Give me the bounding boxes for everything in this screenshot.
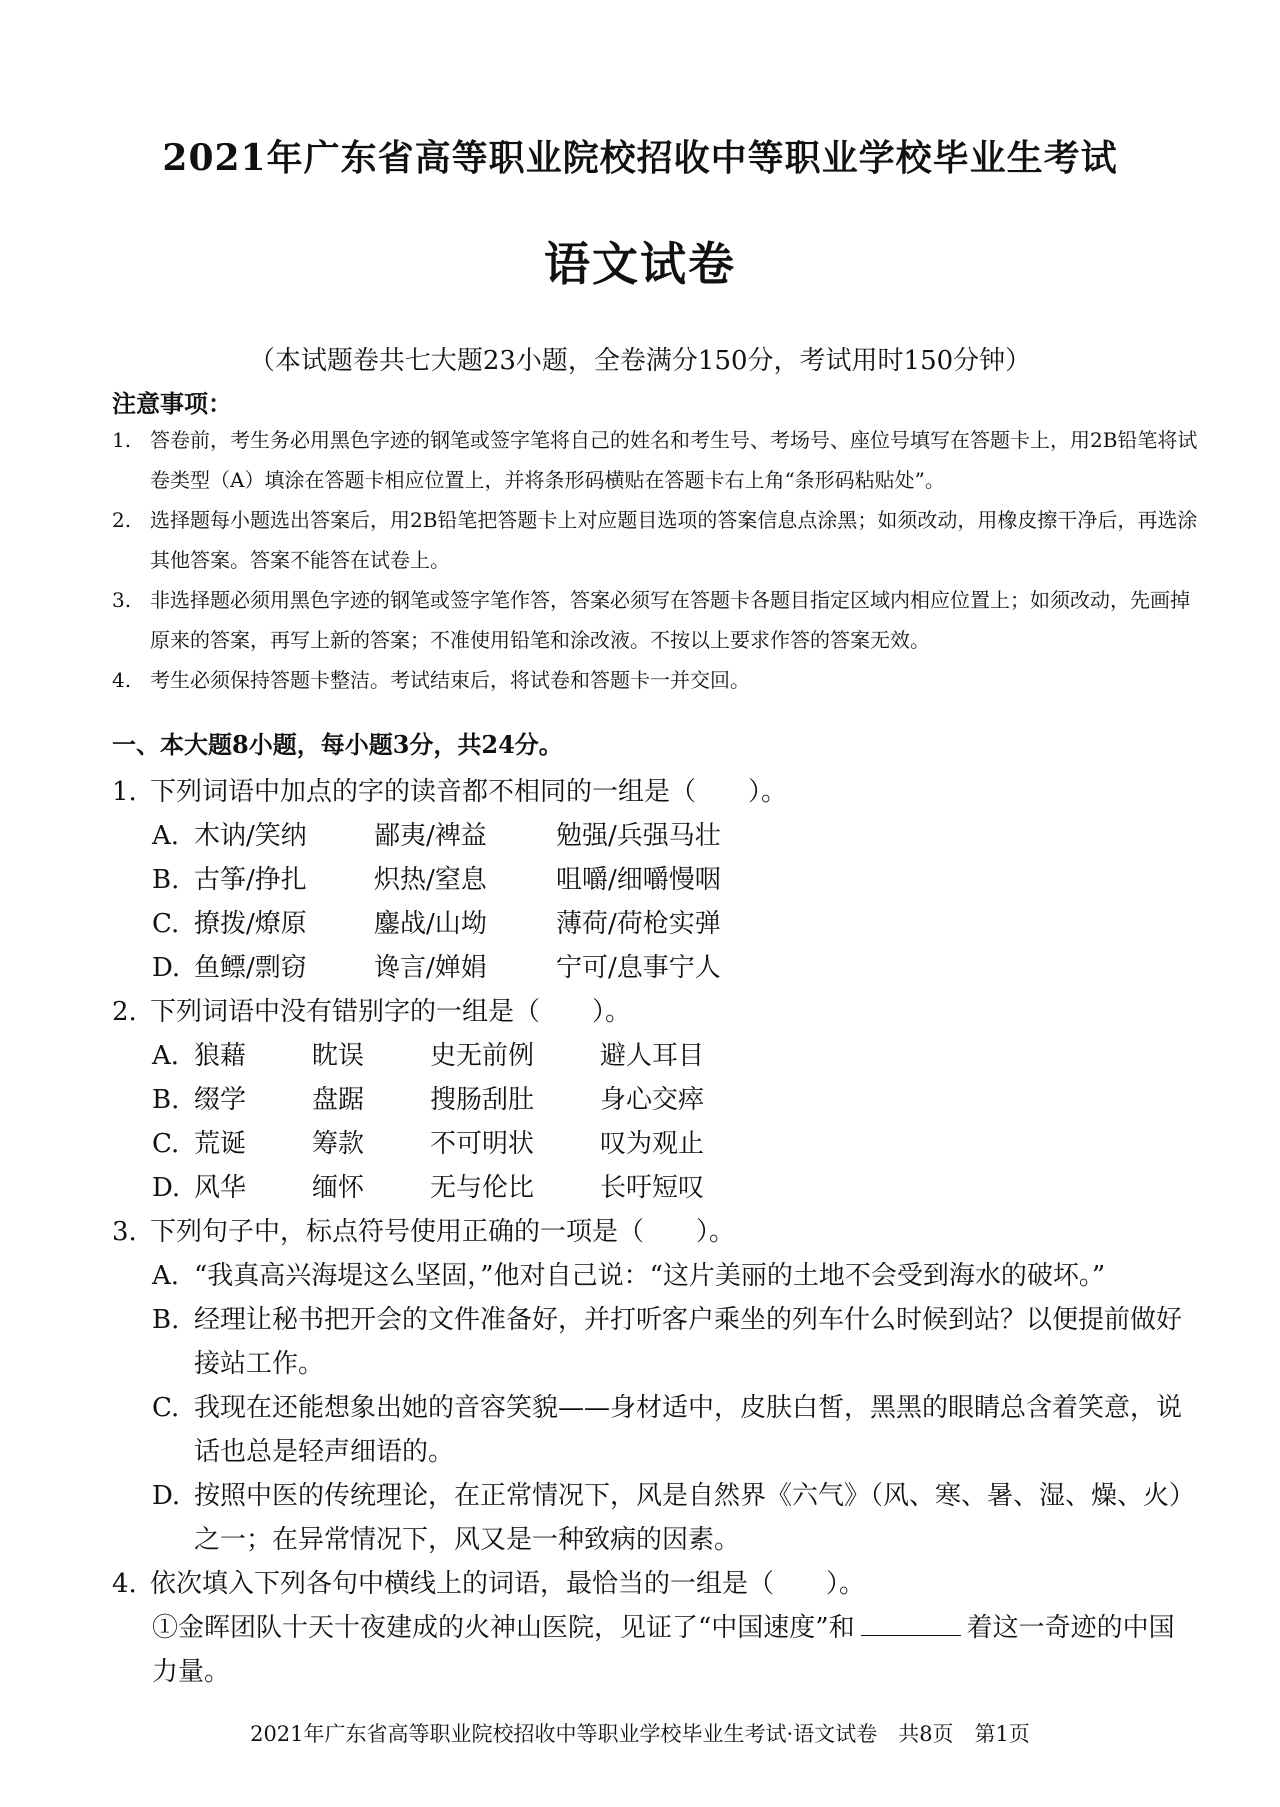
option-word: 炽热/窒息 <box>374 865 487 895</box>
option-row <box>112 1122 1202 1166</box>
notice-heading: 注意事项： <box>112 389 232 418</box>
option-word: 古筝/挣扎 <box>194 865 307 895</box>
option-label: A. <box>152 1041 180 1071</box>
question-4 <box>112 1562 1202 1606</box>
option-word: 盘踞 <box>312 1085 365 1115</box>
option-row <box>112 814 1202 858</box>
notice-item <box>112 500 1202 580</box>
option-row <box>112 946 1202 990</box>
option-row <box>112 1078 1202 1122</box>
option-item <box>112 1298 1202 1386</box>
option-label: D. <box>152 953 181 983</box>
option-row <box>112 858 1202 902</box>
option-word: 木讷/笑纳 <box>194 821 307 851</box>
notice-number: 3. <box>112 588 132 612</box>
option-row <box>112 902 1202 946</box>
page-footer: 2021年广东省高等职业院校招收中等职业学校毕业生考试·语文试卷 共8页 第1页 <box>250 1722 1030 1746</box>
sub-sentence-text: 着这一奇迹的中国力量。 <box>152 1613 1175 1687</box>
option-text: 我现在还能想象出她的音容笑貌——身材适中，皮肤白皙，黑黑的眼睛总含着笑意，说话也总是轻声细语的。 <box>194 1393 1183 1467</box>
option-row <box>112 1034 1202 1078</box>
option-word: 咀嚼/细嚼慢咽 <box>556 865 721 895</box>
question-stem: 下列词语中没有错别字的一组是（ ）。 <box>150 997 632 1027</box>
option-word: 身心交瘁 <box>600 1085 705 1115</box>
option-label: B. <box>152 1085 180 1115</box>
option-word: 无与伦比 <box>430 1173 535 1203</box>
fill-blank <box>861 1609 961 1636</box>
option-word: 缅怀 <box>312 1173 365 1203</box>
paper-subtitle: 语文试卷 <box>544 237 736 291</box>
notice-number: 1. <box>112 428 132 452</box>
question-stem: 下列句子中，标点符号使用正确的一项是（ ）。 <box>150 1217 736 1247</box>
notice-number: 2. <box>112 508 132 532</box>
notice-item <box>112 580 1202 660</box>
option-word: 谗言/婵娟 <box>374 953 487 983</box>
option-item <box>112 1254 1202 1298</box>
option-word: 勉强/兵强马壮 <box>556 821 721 851</box>
option-word: 撩拨/燎原 <box>194 909 307 939</box>
option-word: 避人耳目 <box>600 1041 705 1071</box>
option-word: 叹为观止 <box>600 1129 705 1159</box>
option-word: 眈误 <box>312 1041 365 1071</box>
option-text: “我真高兴海堤这么坚固，”他对自己说：“这片美丽的土地不会受到海水的破坏。” <box>194 1261 1106 1291</box>
option-label: A. <box>152 821 180 851</box>
option-label: A. <box>152 1261 180 1291</box>
option-label: B. <box>152 865 180 895</box>
option-label: C. <box>152 909 180 939</box>
question-number: 3. <box>112 1217 137 1247</box>
option-word: 狼藉 <box>194 1041 247 1071</box>
question-1 <box>112 770 1202 814</box>
question-stem: 下列词语中加点的字的读音都不相同的一组是（ ）。 <box>150 777 788 807</box>
section-heading: 一、本大题8小题，每小题3分，共24分。 <box>112 730 563 759</box>
option-item <box>112 1386 1202 1474</box>
notice-list <box>112 420 1202 700</box>
option-text: 经理让秘书把开会的文件准备好，并打听客户乘坐的列车什么时候到站？以便提前做好接站工作。 <box>194 1305 1183 1379</box>
option-label: C. <box>152 1393 180 1423</box>
option-label: B. <box>152 1305 180 1335</box>
question-2 <box>112 990 1202 1034</box>
exam-info: （本试题卷共七大题23小题，全卷满分150分，考试用时150分钟） <box>248 346 1032 376</box>
sub-sentence-text: ①金晖团队十天十夜建成的火神山医院，见证了“中国速度”和 <box>152 1613 855 1643</box>
option-word: 荒诞 <box>194 1129 247 1159</box>
option-row <box>112 1166 1202 1210</box>
option-word: 缀学 <box>194 1085 247 1115</box>
exam-title: 2021年广东省高等职业院校招收中等职业学校毕业生考试 <box>162 137 1118 179</box>
notice-item <box>112 420 1202 500</box>
option-label: D. <box>152 1173 181 1203</box>
option-word: 筹款 <box>312 1129 365 1159</box>
sub-sentence-1 <box>112 1606 1202 1694</box>
notice-number: 4. <box>112 668 132 692</box>
option-word: 鱼鳔/剽窃 <box>194 953 307 983</box>
question-3 <box>112 1210 1202 1254</box>
notice-item <box>112 660 1202 700</box>
question-stem: 依次填入下列各句中横线上的词语，最恰当的一组是（ ）。 <box>150 1569 866 1599</box>
option-word: 鏖战/山坳 <box>374 909 487 939</box>
notice-text: 非选择题必须用黑色字迹的钢笔或签字笔作答，答案必须写在答题卡各题目指定区域内相应位置上；如须改动，先画掉原来的答案，再写上新的答案；不准使用铅笔和涂改液。不按以上要求作答的答案无效。 <box>150 588 1190 652</box>
question-number: 2. <box>112 997 137 1027</box>
option-word: 薄荷/荷枪实弹 <box>556 909 721 939</box>
question-number: 1. <box>112 777 137 807</box>
option-text: 按照中医的传统理论，在正常情况下，风是自然界《六气》（风、寒、暑、湿、燥、火）之一；在异常情况下，风又是一种致病的因素。 <box>194 1481 1196 1555</box>
option-label: C. <box>152 1129 180 1159</box>
question-list <box>112 770 1202 1694</box>
notice-text: 考生必须保持答题卡整洁。考试结束后，将试卷和答题卡一并交回。 <box>150 668 750 692</box>
notice-text: 选择题每小题选出答案后，用2B铅笔把答题卡上对应题目选项的答案信息点涂黑；如须改动，用橡皮擦干净后，再选涂其他答案。答案不能答在试卷上。 <box>150 508 1198 572</box>
option-word: 史无前例 <box>430 1041 535 1071</box>
option-item <box>112 1474 1202 1562</box>
question-number: 4. <box>112 1569 137 1599</box>
option-word: 搜肠刮肚 <box>430 1085 535 1115</box>
option-word: 风华 <box>194 1173 247 1203</box>
notice-text: 答卷前，考生务必用黑色字迹的钢笔或签字笔将自己的姓名和考生号、考场号、座位号填写在答题卡上，用2B铅笔将试卷类型（A）填涂在答题卡相应位置上，并将条形码横贴在答题卡右上角“条形码粘贴处”。 <box>150 428 1198 492</box>
option-label: D. <box>152 1481 181 1511</box>
option-word: 宁可/息事宁人 <box>556 953 721 983</box>
option-word: 鄙夷/裨益 <box>374 821 487 851</box>
option-word: 长吁短叹 <box>600 1173 705 1203</box>
option-word: 不可明状 <box>430 1129 535 1159</box>
